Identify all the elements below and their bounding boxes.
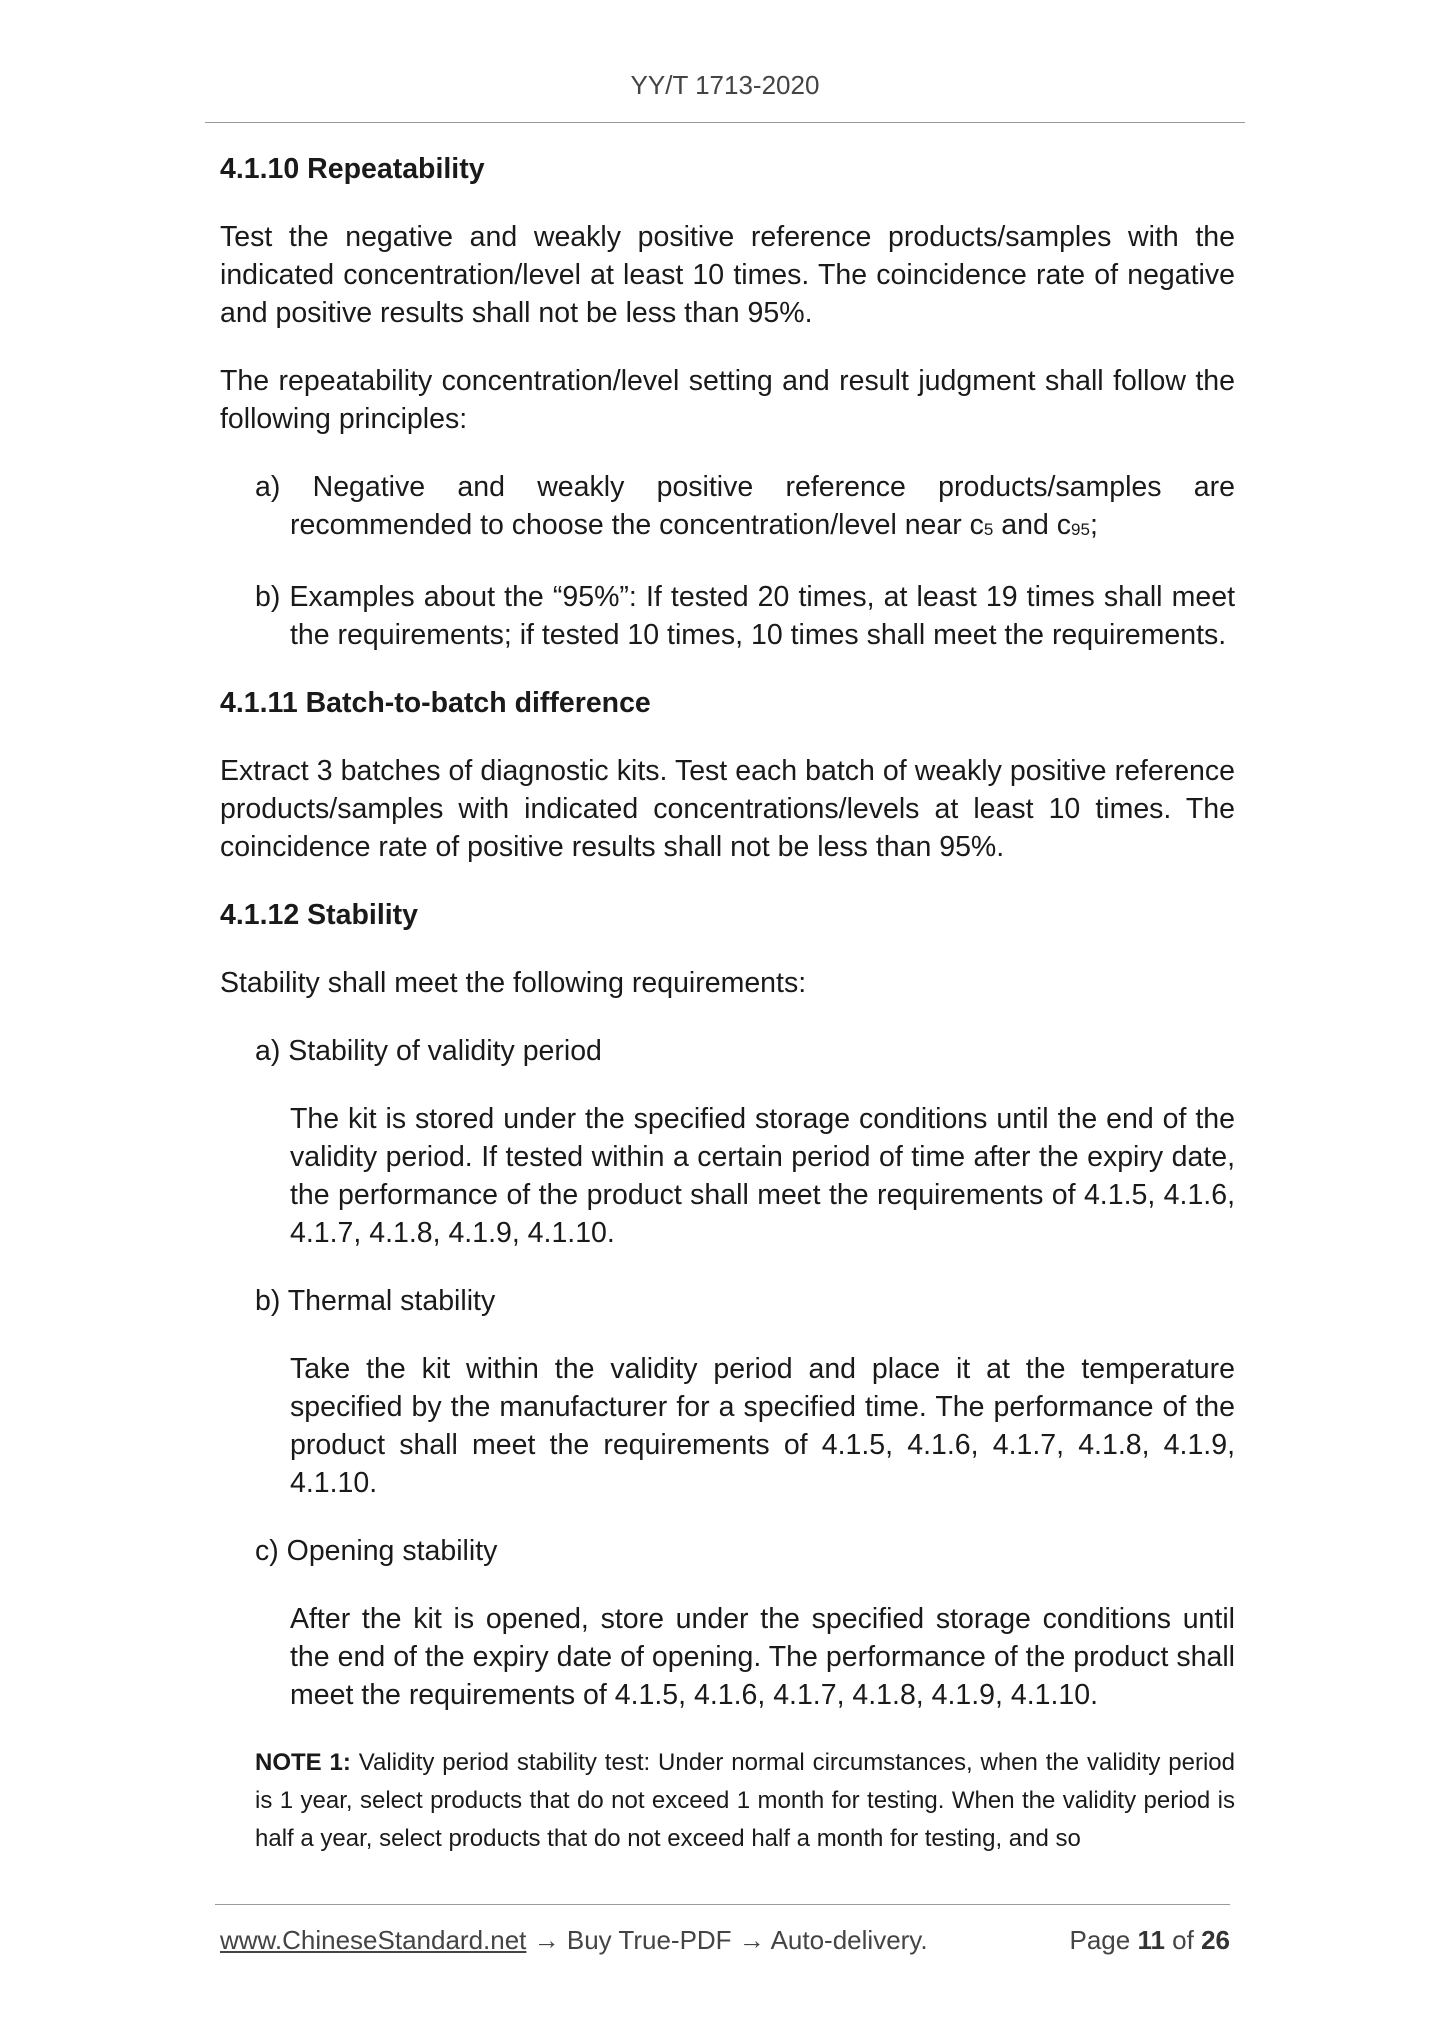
heading-4-1-10: 4.1.10 Repeatability — [220, 153, 485, 185]
paragraph: Test the negative and weakly positive reference products/samples with the indicated concentration/level at least 10 times. The coincidence rate of negative and positive results shall not be less than 95%. — [220, 221, 1235, 329]
heading-4-1-12: 4.1.12 Stability — [220, 899, 419, 931]
footer-rule — [215, 1904, 1230, 1905]
heading-4-1-11: 4.1.11 Batch-to-batch difference — [220, 687, 651, 719]
subscript-95: 95 — [1071, 520, 1090, 539]
note-1 — [255, 1744, 1235, 1858]
note-text: Validity period stability test: Under normal circumstances, when the validity period is 1 year, select products that do not exceed 1 month for testing. When the validity period is half a year, select products that do not exceed half a month for testing, and so — [255, 1749, 1235, 1852]
footer — [220, 1925, 1230, 1956]
page-word: Page — [1069, 1925, 1138, 1955]
list-item-a — [255, 468, 1235, 548]
paragraph: The repeatability concentration/level setting and result judgment shall follow the following principles: — [220, 365, 1235, 435]
and-word: and — [993, 509, 1057, 541]
stability-item-b-label: b) Thermal stability — [255, 1285, 496, 1317]
subscript-5: 5 — [983, 520, 994, 539]
stability-item-c-label: c) Opening stability — [255, 1535, 498, 1567]
page-number: 11 — [1137, 1925, 1165, 1955]
c-symbol: c — [1056, 509, 1072, 541]
note-label: NOTE 1: — [255, 1749, 351, 1776]
header-rule — [205, 122, 1245, 123]
list-item-b: b) Examples about the “95%”: If tested 20 times, at least 19 times shall meet the requirements; if tested 10 times, 10 times shall meet the requirements. — [255, 581, 1235, 651]
item-a-end: ; — [1089, 509, 1098, 541]
of-word: of — [1164, 1925, 1202, 1955]
page-content — [220, 150, 1235, 1858]
website-link[interactable]: www.ChineseStandard.net — [220, 1925, 527, 1955]
page-total: 26 — [1201, 1925, 1230, 1955]
paragraph: Extract 3 batches of diagnostic kits. Test each batch of weakly positive reference products/samples with indicated concentrations/levels at least 10 times. The coincidence rate of positive results shall not be less than 95%. — [220, 755, 1235, 863]
stability-item-a-text: The kit is stored under the specified storage conditions until the end of the validity period. If tested within a certain period of time after the expiry date, the performance of the product shall meet the requirements of 4.1.5, 4.1.6, 4.1.7, 4.1.8, 4.1.9, 4.1.10. — [290, 1103, 1235, 1249]
stability-item-b-text: Take the kit within the validity period and place it at the temperature specified by the manufacturer for a specified time. The performance of the product shall meet the requirements of 4.1.5, 4.1.6, 4.1.7, 4.1.8, 4.1.9, 4.1.10. — [290, 1353, 1235, 1499]
paragraph: Stability shall meet the following requirements: — [220, 967, 807, 999]
c-symbol: c — [969, 509, 984, 541]
item-a-text: a) Negative and weakly positive reference products/samples are recommended to choose the concentration/level near — [255, 471, 1235, 541]
footer-tail: → Buy True-PDF → Auto-delivery. — [526, 1925, 928, 1955]
header-doc-id: YY/T 1713-2020 — [630, 70, 820, 100]
stability-item-a-label: a) Stability of validity period — [255, 1035, 602, 1067]
page-indicator — [1069, 1925, 1230, 1956]
stability-item-c-text: After the kit is opened, store under the specified storage conditions until the end of the expiry date of opening. The performance of the product shall meet the requirements of 4.1.5, 4.1.6, 4.1.7, 4.1.8, 4.1.9, 4.1.10. — [290, 1603, 1235, 1711]
